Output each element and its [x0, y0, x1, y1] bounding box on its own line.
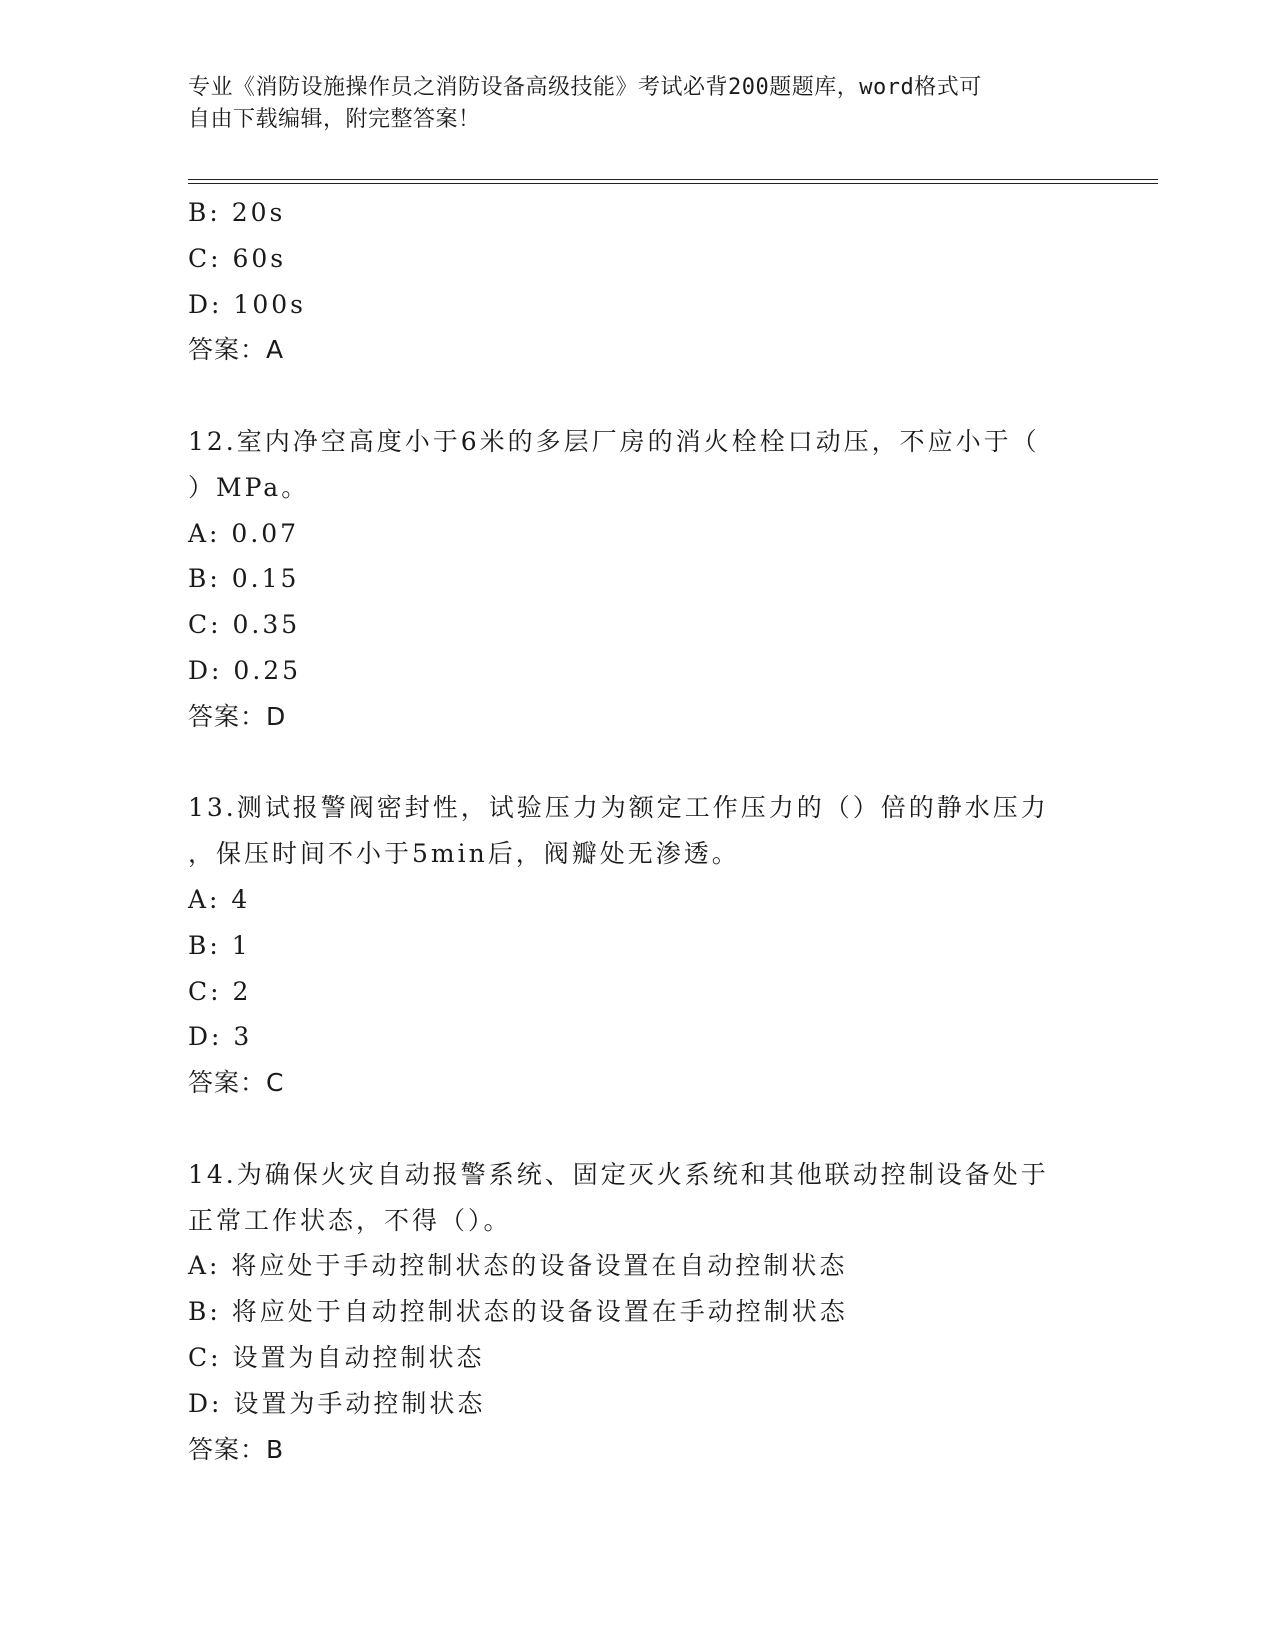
- option-b: B: 1: [188, 930, 251, 960]
- option-b: B: 20s: [188, 198, 286, 227]
- question-14: [188, 1152, 1088, 1473]
- header-title-line-1: 专业《消防设施操作员之消防设备高级技能》考试必背200题题库，word格式可: [188, 75, 982, 100]
- option-d: D: 设置为手动控制状态: [188, 1388, 486, 1418]
- answer-line: 答案：A: [188, 335, 285, 365]
- question-stem-line-1: 14.为确保火灾自动报警系统、固定灭火系统和其他联动控制设备处于: [188, 1159, 1049, 1189]
- question-stem-line-2: 正常工作状态，不得（）。: [188, 1205, 512, 1235]
- option-c: C: 设置为自动控制状态: [188, 1342, 485, 1372]
- question-stem-line-1: 13.测试报警阀密封性，试验压力为额定工作压力的（）倍的静水压力: [188, 793, 1049, 823]
- spacer: [188, 373, 1088, 419]
- header-divider-top: [188, 179, 1158, 180]
- question-13: [188, 785, 1088, 1106]
- question-stem-line-2: ，保压时间不小于5min后，阀瓣处无渗透。: [188, 839, 740, 869]
- option-d: D: 100s: [188, 289, 306, 319]
- option-a: A: 0.07: [188, 518, 300, 548]
- option-c: C: 2: [188, 976, 252, 1006]
- spacer: [188, 1106, 1088, 1152]
- question-stem-line-1: 12.室内净空高度小于6米的多层厂房的消火栓栓口动压，不应小于（: [188, 426, 1040, 456]
- document-header: [188, 72, 1078, 136]
- header-divider-bottom: [188, 183, 1158, 184]
- option-d: D: 3: [188, 1022, 253, 1052]
- question-11-tail: [188, 190, 1088, 373]
- answer-line: 答案：D: [188, 701, 287, 731]
- option-c: C: 0.35: [188, 610, 301, 640]
- option-c: C: 60s: [188, 243, 287, 273]
- option-a: A: 4: [188, 884, 251, 914]
- answer-line: 答案：C: [188, 1068, 285, 1098]
- option-d: D: 0.25: [188, 655, 302, 685]
- question-stem-line-2: ）MPa。: [188, 472, 310, 502]
- spacer: [188, 740, 1088, 786]
- answer-line: 答案：B: [188, 1434, 285, 1464]
- option-a: A: 将应处于手动控制状态的设备设置在自动控制状态: [188, 1251, 848, 1281]
- option-b: B: 0.15: [188, 564, 300, 594]
- question-12: [188, 419, 1088, 740]
- option-b: B: 将应处于自动控制状态的设备设置在手动控制状态: [188, 1297, 848, 1327]
- header-title-line-2: 自由下载编辑，附完整答案！: [188, 107, 481, 132]
- question-list: [188, 190, 1088, 1472]
